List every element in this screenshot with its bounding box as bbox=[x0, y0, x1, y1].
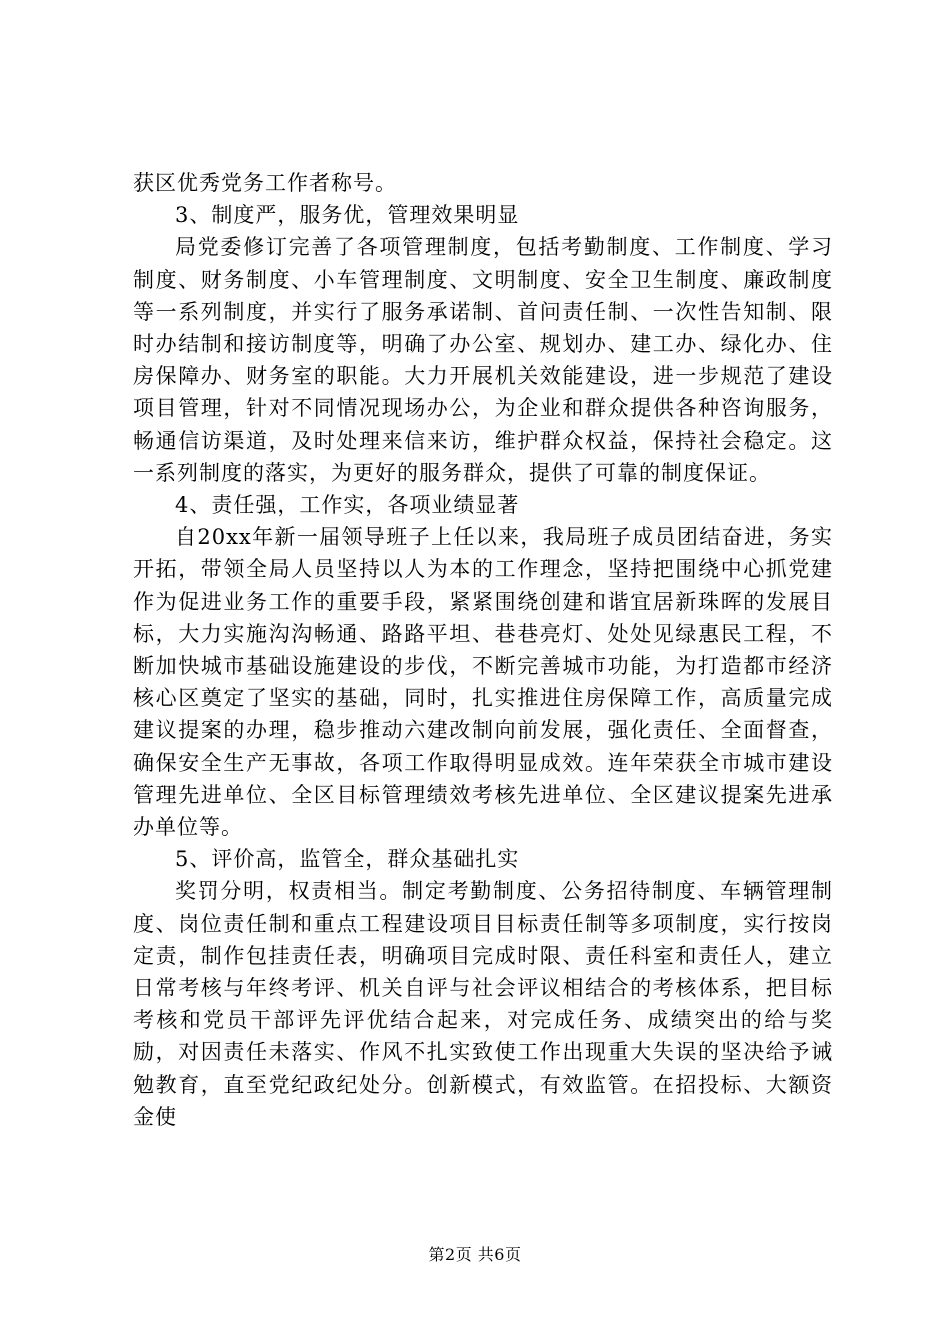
section-heading-4: 4、责任强，工作实，各项业绩显著 bbox=[175, 493, 520, 518]
paragraph-achievements: 自20xx年新一届领导班子上任以来，我局班子成员团结奋进，务实开拓，带领全局人员坚持以人为本的工作理念，坚持把围绕中心抓党建作为促进业务工作的重要手段，紧紧围绕创建和谐宜居新珠晖的发展目标，大力实施沟沟畅通、路路平坦、巷巷亮灯、处处见绿惠民工程，不断加快城市基础设施建设的步伐，不断完善城市功能，为打造都市经济核心区奠定了坚实的基础，同时，扎实推进住房保障工作，高质量完成建议提案的办理，稳步推动六建改制向前发展，强化责任、全面督查，确保安全生产无事故，各项工作取得明显成效。连年荣获全市城市建设管理先进单位、全区目标管理绩效考核先进单位、全区建议提案先进承办单位等。 bbox=[133, 525, 833, 840]
paragraph-continuation: 获区优秀党务工作者称号。 bbox=[133, 171, 397, 195]
document-body bbox=[133, 167, 833, 1133]
page-number-footer: 第2页 共6页 bbox=[428, 1245, 522, 1264]
section-heading-3: 3、制度严，服务优，管理效果明显 bbox=[175, 203, 520, 228]
section-heading-5: 5、评价高，监管全，群众基础扎实 bbox=[175, 847, 520, 872]
paragraph-management-system: 局党委修订完善了各项管理制度，包括考勤制度、工作制度、学习制度、财务制度、小车管理制度、文明制度、安全卫生制度、廉政制度等一系列制度，并实行了服务承诺制、首问责任制、一次性告知制、限时办结制和接访制度等，明确了办公室、规划办、建工办、绿化办、住房保障办、财务室的职能。大力开展机关效能建设，进一步规范了建设项目管理，针对不同情况现场办公，为企业和群众提供各种咨询服务，畅通信访渠道，及时处理来信来访，维护群众权益，保持社会稳定。这一系列制度的落实，为更好的服务群众，提供了可靠的制度保证。 bbox=[133, 235, 833, 485]
paragraph-supervision: 奖罚分明，权责相当。制定考勤制度、公务招待制度、车辆管理制度、岗位责任制和重点工程建设项目目标责任制等多项制度，实行按岗定责，制作包挂责任表，明确项目完成时限、责任科室和责任人，建立日常考核与年终考评、机关自评与社会评议相结合的考核体系，把目标考核和党员干部评先评优结合起来，对完成任务、成绩突出的给与奖励，对因责任未落实、作风不扎实致使工作出现重大失误的坚决给予诫勉教育，直至党纪政纪处分。创新模式，有效监管。在招投标、大额资金使 bbox=[133, 879, 833, 1129]
